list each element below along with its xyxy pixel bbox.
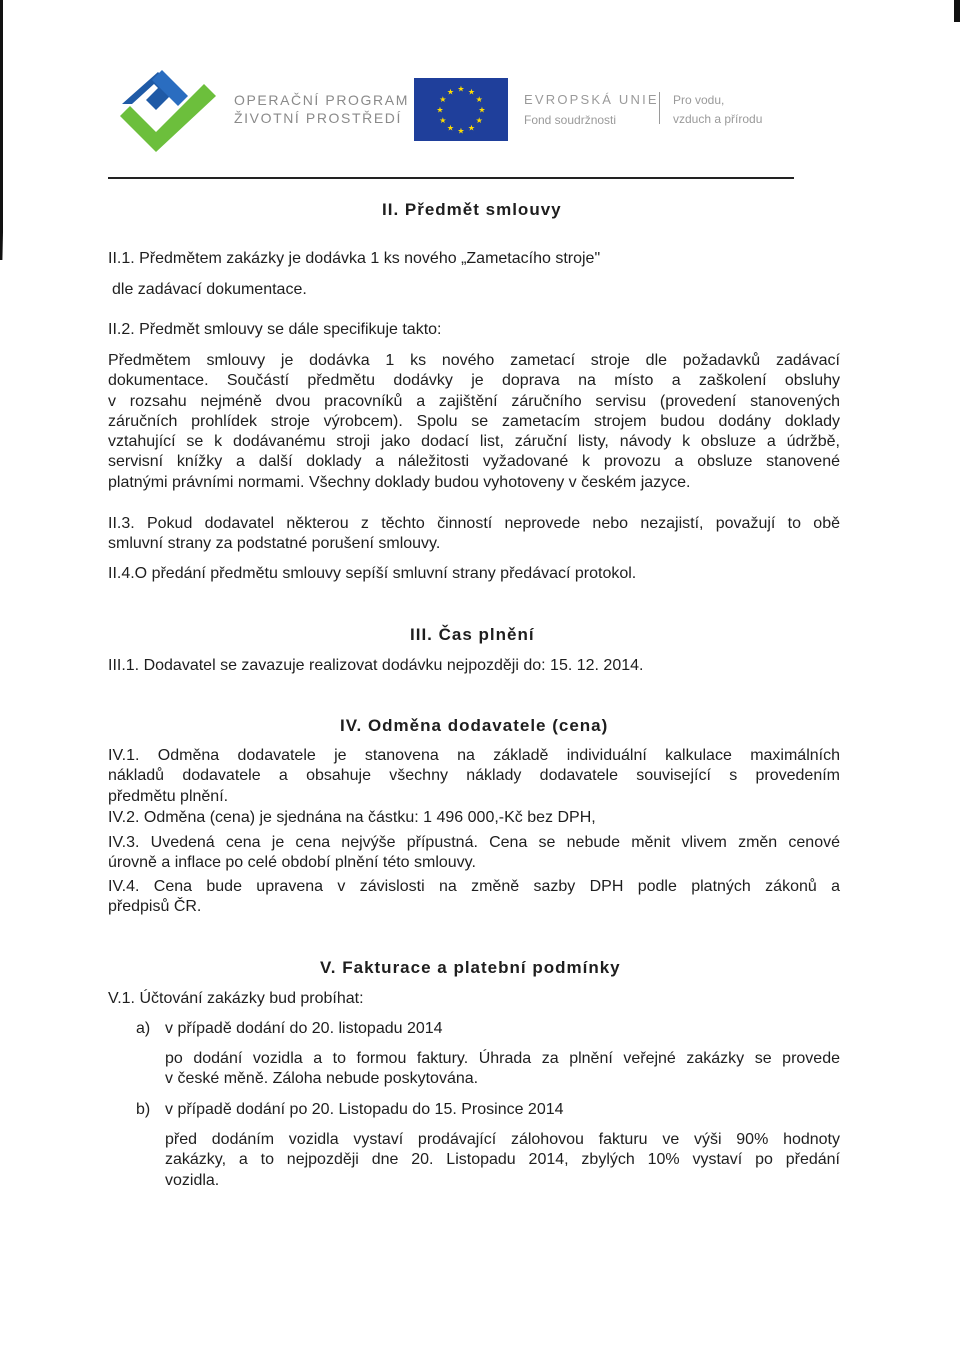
header-divider: [659, 92, 660, 124]
section-4-heading: IV. Odměna dodavatele (cena): [340, 716, 609, 735]
header-rule: [108, 177, 794, 179]
clause-4-3-line-2: úrovně a inflace po celé období plnění této smlouvy.: [108, 854, 476, 872]
spec-line-1: Předmětem smlouvy je dodávka 1 ks nového zametací stroje dle požadavků zadávací: [108, 352, 840, 369]
spec-line-5: vztahující se k dodávanému stroji jako dodací list, záruční listy, návody k obsluze a údržbě,: [108, 433, 840, 451]
clause-3-1: III.1. Dodavatel se zavazuje realizovat dodávku nejpozději do: 15. 12. 2014.: [108, 657, 644, 674]
section-5-heading: V. Fakturace a platební podmínky: [320, 958, 621, 977]
eu-star-icon: ★: [475, 95, 483, 104]
eu-star-icon: ★: [457, 126, 465, 136]
claim-line-1: Pro vodu,: [673, 93, 725, 107]
item-a-line-2: v české měně. Záloha nebude poskytována.: [165, 1070, 479, 1088]
eu-star-icon: ★: [439, 116, 447, 125]
clause-4-1-line-2: nákladů dodavatele a obsahuje všechny náklady dodavatele související s provedením: [108, 767, 840, 785]
item-b-line-3: vozidla.: [165, 1171, 220, 1189]
eu-star-icon: ★: [457, 84, 465, 94]
scan-edge-left: [0, 0, 8, 260]
spec-line-2: dokumentace. Součástí předmětu dodávky je doprava na místo a zaškolení obsluhy: [108, 372, 840, 390]
clause-4-4-line-2: předpisů ČR.: [108, 898, 202, 916]
item-b-title: v případě dodání po 20. Listopadu do 15. Prosince 2014: [165, 1101, 564, 1118]
clause-4-3: [108, 833, 840, 874]
eu-star-icon: ★: [475, 116, 483, 125]
item-a-line-1: po dodání vozidla a to formou faktury. Úhrada za plnění veřejné zakázky se provede: [165, 1050, 840, 1067]
eu-star-icon: ★: [436, 105, 444, 115]
item-a-title: v případě dodání do 20. listopadu 2014: [165, 1020, 443, 1037]
clause-2-1-line-2: dle zadávací dokumentace.: [112, 281, 307, 298]
clause-2-2: II.2. Předmět smlouvy se dále specifikuje takto:: [108, 321, 442, 338]
item-b-text: [165, 1130, 840, 1191]
eu-star-icon: ★: [446, 123, 455, 133]
clause-2-4: II.4.O předání předmětu smlouvy sepíší smluvní strany předávací protokol.: [108, 565, 637, 582]
eu-flag-icon: [414, 78, 508, 141]
clause-2-1-line-1: II.1. Předmětem zakázky je dodávka 1 ks nového „Zametacího stroje": [108, 250, 601, 267]
clause-4-4-line-1: IV.4. Cena bude upravena v závislosti na změně sazby DPH podle platných zákonů a: [108, 878, 840, 895]
eu-star-icon: ★: [467, 123, 476, 133]
item-b-line-2: zakázky, a to nejpozději dne 20. Listopadu 2014, zbylých 10% vystaví po předání: [165, 1151, 840, 1169]
eu-star-icon: ★: [439, 95, 447, 104]
item-a-marker: a): [136, 1020, 151, 1037]
eu-line-1: EVROPSKÁ UNIE: [524, 92, 659, 107]
clause-4-1-line-3: předmětu plnění.: [108, 787, 229, 805]
clause-4-3-line-1: IV.3. Uvedená cena je cena nejvýše přípustná. Cena se nebude měnit vlivem změn cenové: [108, 834, 840, 851]
spec-line-4: záručních prohlídek stroje výrobcem). Spolu se zametacím strojem budou dodány doklady: [108, 412, 840, 430]
clause-4-4: [108, 877, 840, 918]
eu-label: [524, 90, 659, 130]
clause-2-3: [108, 514, 840, 555]
program-name: [234, 91, 409, 127]
clause-2-3-line-1: II.3. Pokud dodavatel některou z těchto činností neprovede nebo nezajistí, považují to obě: [108, 515, 840, 532]
claim-line-2: vzduch a přírodu: [673, 112, 763, 126]
op-zp-logo-icon: [118, 66, 218, 152]
section-3-heading: III. Čas plnění: [410, 625, 535, 644]
scan-edge-right: [954, 0, 960, 22]
eu-line-2: Fond soudržnosti: [524, 113, 617, 127]
item-a-text: [165, 1049, 840, 1090]
clause-2-3-line-2: smluvní strany za podstatné porušení smlouvy.: [108, 535, 441, 553]
item-b-line-1: před dodáním vozidla vystaví prodávající zálohovou fakturu ve výši 90% hodnoty: [165, 1131, 840, 1148]
eu-star-icon: ★: [446, 87, 455, 97]
clause-4-1: [108, 746, 840, 807]
program-line-2: ŽIVOTNÍ PROSTŘEDÍ: [234, 110, 402, 126]
section-2-heading: II. Předmět smlouvy: [382, 200, 562, 219]
spec-line-7: platnými právními normami. Všechny doklady budou vyhotoveny v českém jazyce.: [108, 473, 691, 491]
program-line-1: OPERAČNÍ PROGRAM: [234, 92, 409, 108]
eu-star-icon: ★: [467, 87, 476, 97]
clause-5-1: V.1. Účtování zakázky bud probíhat:: [108, 990, 364, 1007]
item-b-marker: b): [136, 1101, 151, 1118]
program-claim: [673, 91, 762, 129]
clause-4-2: IV.2. Odměna (cena) je sjednána na částku: 1 496 000,-Kč bez DPH,: [108, 809, 596, 826]
spec-line-3: v rozsahu nejméně dvou pracovníků a zajištění záručního servisu (provedení stanovených: [108, 392, 840, 410]
clause-4-1-line-1: IV.1. Odměna dodavatele je stanovena na základě individuální kalkulace maximálních: [108, 747, 840, 764]
eu-star-icon: ★: [478, 105, 486, 115]
specification-paragraph: [108, 351, 840, 493]
spec-line-6: servisní knížky a další doklady a náležitosti vyžadované k provozu a obsluze stanovené: [108, 453, 840, 471]
